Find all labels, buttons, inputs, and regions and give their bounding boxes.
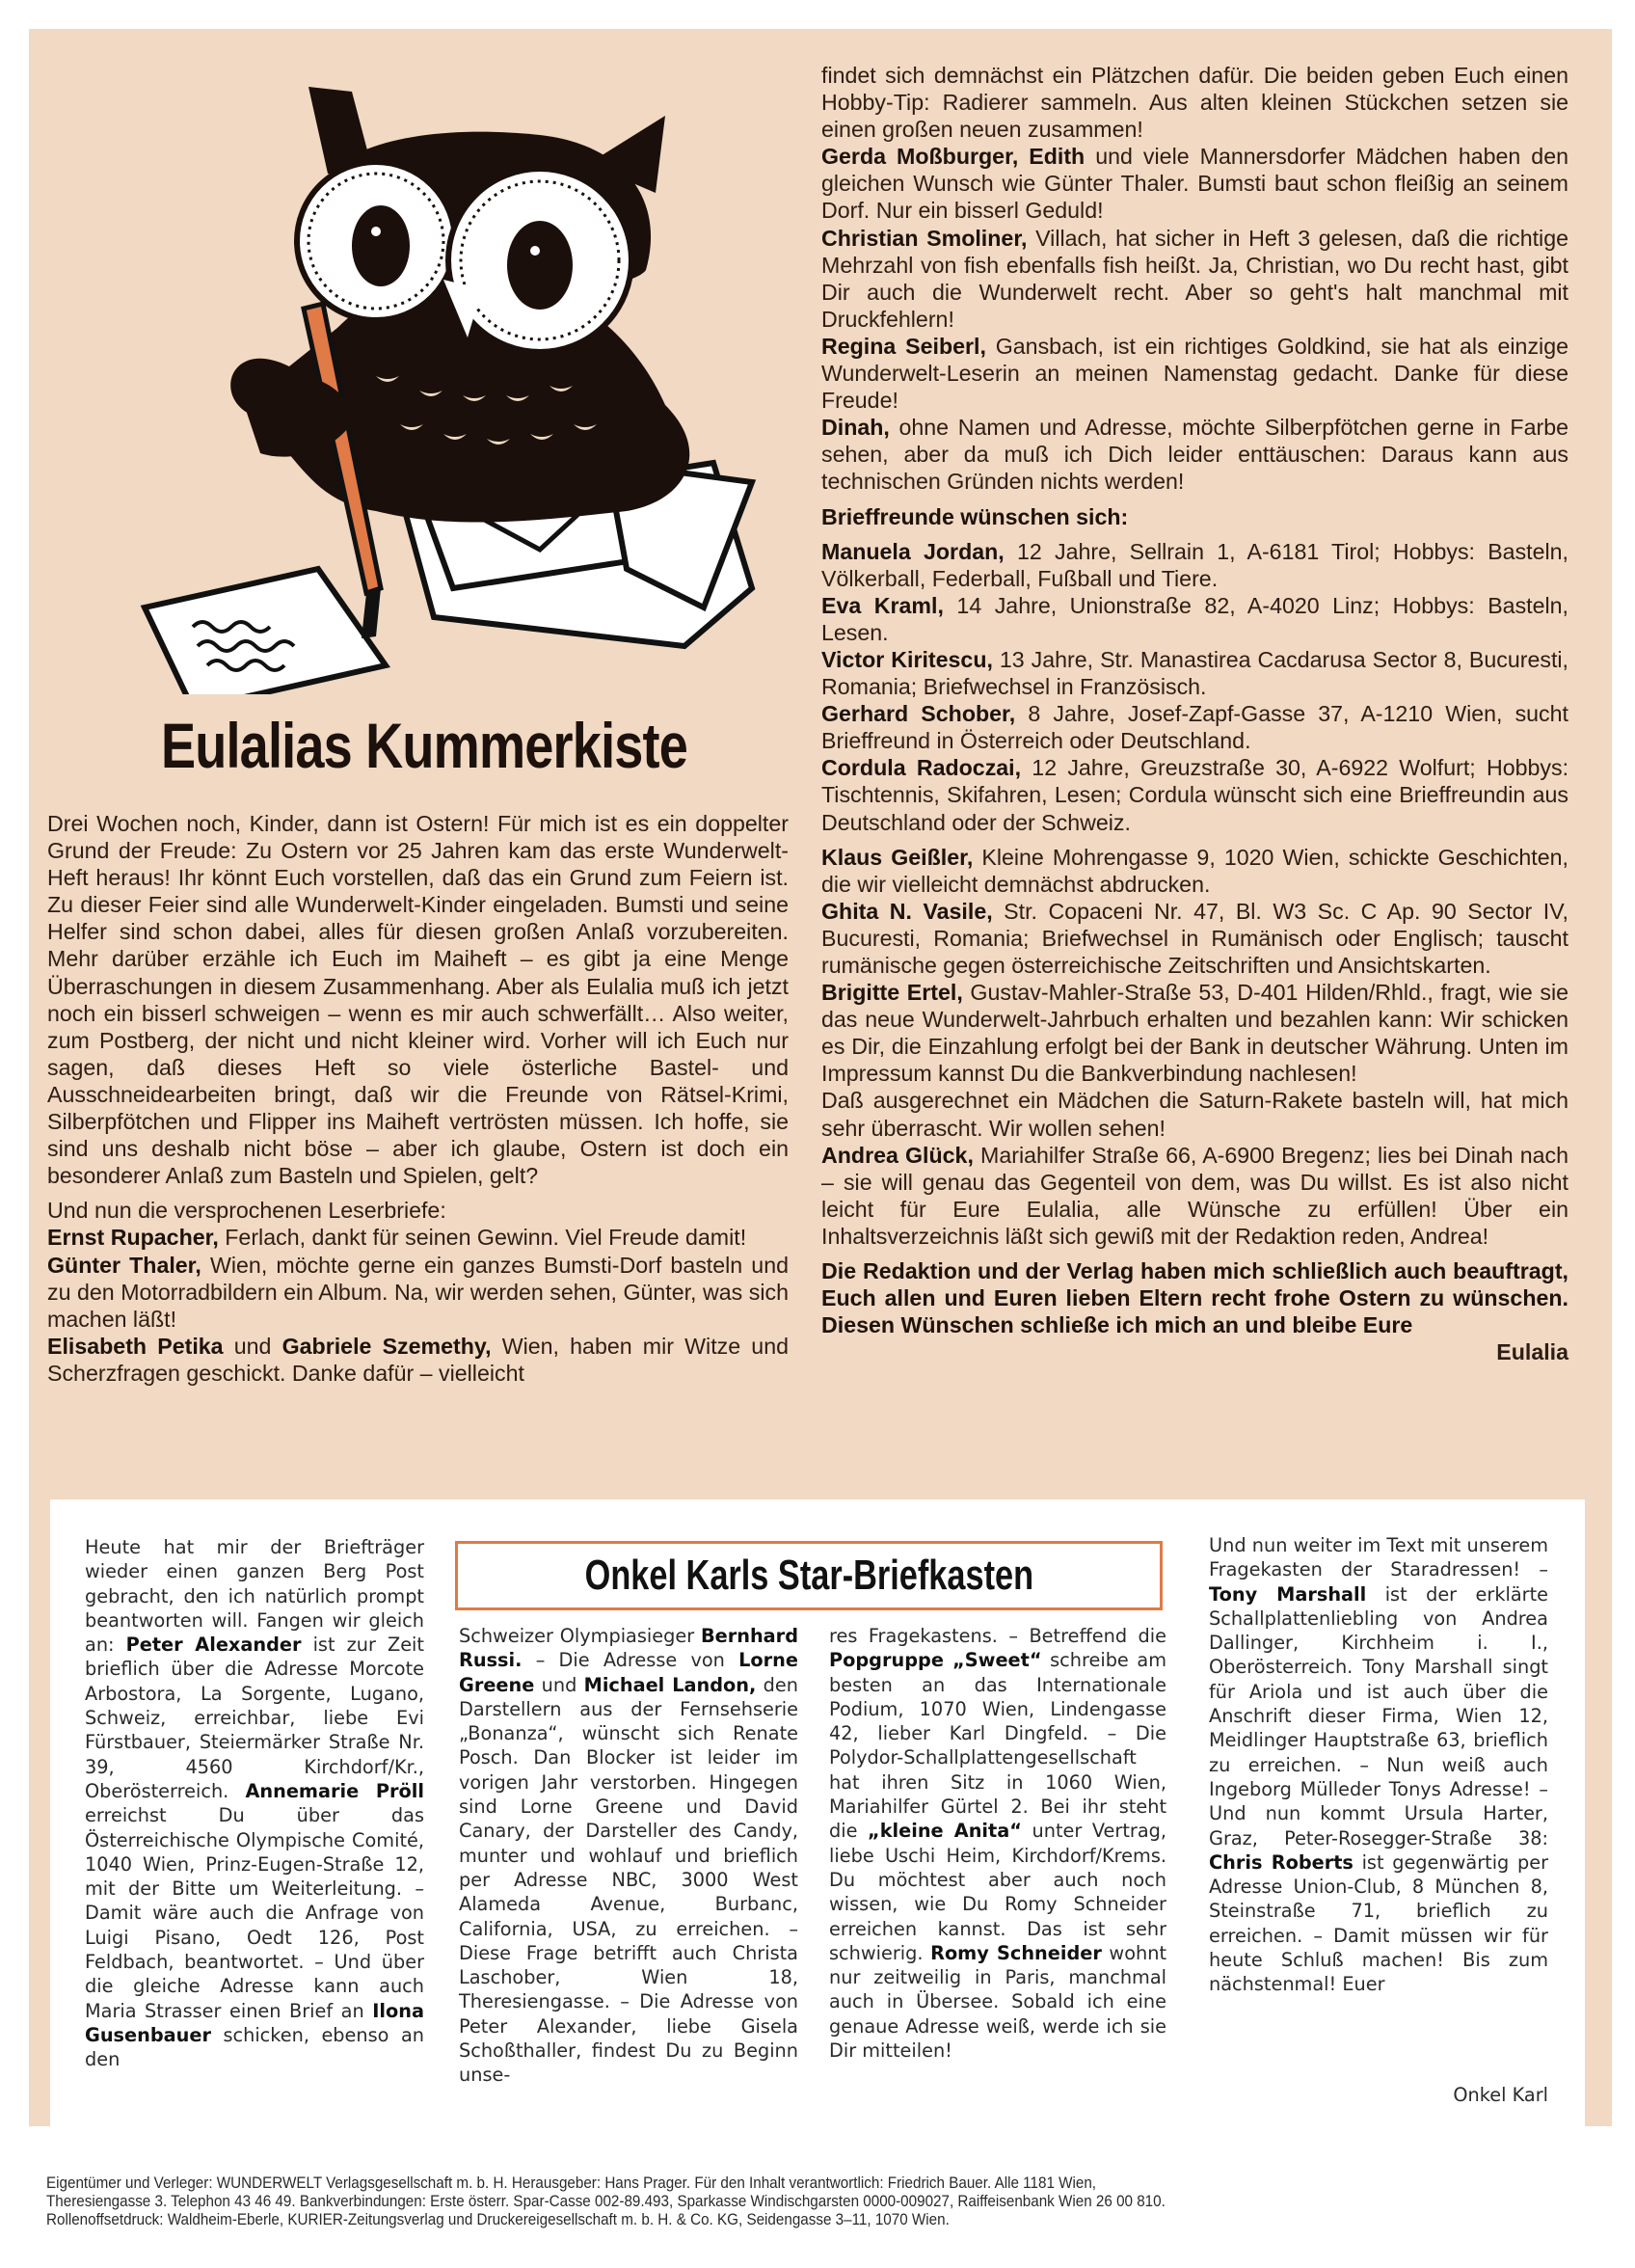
letter-entry <box>821 62 1568 143</box>
letter-entry <box>821 143 1568 224</box>
owl-illustration <box>87 48 762 694</box>
star-name: Ilona Gusenbauer <box>85 1999 424 2046</box>
star-name: Tony Marshall <box>1209 1582 1367 1606</box>
penpal-entry <box>821 646 1568 700</box>
letter-entry <box>47 1224 789 1251</box>
letter-entry <box>821 414 1568 495</box>
onkel-karl-signature: Onkel Karl <box>1453 2084 1548 2106</box>
penpal-name: Manuela Jordan, <box>821 538 1005 564</box>
penpal-text: 13 Jahre, Str. Manastirea Cacdarusa Sector 8, Bucuresti, Romania; Briefwechsel in Französisch. <box>821 646 1569 700</box>
eulalia-left-column <box>47 810 789 1387</box>
star-text: ist der erklärte Schallplattenliebling von Andrea Dallinger, Kirchheim i. I., Oberösterreich. Tony Marshall singt für Ariola und ist auch über die Anschrift dieser Firma, Wien 12, Meidlinger Hauptstraße 63, brieflich zu erreichen. – Nun weiß auch Ingeborg Mülleder Tonys Adresse! – Und nun kommt Ursula Harter, Graz, Peter-Rosegger-Straße 38: <box>1209 1582 1549 1850</box>
penpal-entry <box>821 1142 1568 1250</box>
star-text: erreichst Du über das Österreichische Olympische Comité, 1040 Wien, Prinz-Eugen-Straße 12, mit der Bitte um Weiterleitung. – Damit wäre auch die Anfrage von Luigi Pisano, Oedt 126, Post Feldbach, beantwortet. – Und über die gleiche Adresse kann auch Maria Strasser einen Brief an <box>85 1804 424 2022</box>
star-text: unter Vertrag, liebe Uschi Heim, Kirchdorf/Krems. Du möchtest aber auch noch wissen, wie Du Romy Schneider erreichen kannst. Das ist sehr schwierig. <box>829 1820 1167 1964</box>
paper-sheet-icon <box>145 569 386 694</box>
letter-text: Gansbach, ist ein richtiges Goldkind, sie hat als einzige Wunderwelt-Leserin an meinen Namenstag gedacht. Danke für diese Freude! <box>821 333 1568 414</box>
letter-entry <box>47 1333 789 1387</box>
letter-text: Wien, möchte gerne ein ganzes Bumsti-Dorf basteln und zu den Motorradbildern ein Album. Na, wir werden sehen, Günter, was sich machen läßt! <box>47 1252 789 1332</box>
penpal-name: Eva Kraml, <box>821 592 944 618</box>
star-column-1 <box>85 1535 424 2072</box>
star-text: den Darstellern aus der Fernsehserie „Bonanza“, wünscht sich Renate Posch. Dan Blocker ist leider im vorigen Jahr verstorben. Hingegen sind Lorne Greene und David Canary, der Darsteller des Candy, munter und wohlauf und brieflich per Adresse NBC, 3000 West Alameda Avenue, Burbanc, California, USA, zu erreichen. – Diese Frage betrifft auch Christa Laschober, Wien 18, Theresiengasse. – Die Adresse von Peter Alexander, liebe Gisela Schoßthaller, findest Du zu Beginn unse- <box>459 1673 798 2087</box>
penpal-entry <box>821 592 1568 646</box>
penpal-entry <box>821 979 1568 1087</box>
star-text: wohnt nur zeitweilig in Paris, manchmal auch in Übersee. Sobald ich eine genaue Adresse weiß, werde ich sie Dir mitteilen! <box>829 1941 1167 2063</box>
penpal-entry <box>821 1087 1568 1141</box>
letter-name: Regina Seiberl, <box>821 333 986 359</box>
letter-name: Ernst Rupacher, <box>47 1225 219 1251</box>
penpal-entry <box>821 754 1568 835</box>
star-name: „kleine Anita“ <box>868 1820 1022 1843</box>
star-briefkasten-title: Onkel Karls Star-Briefkasten <box>584 1552 1033 1599</box>
star-text: schreibe am besten an das Internationale Podium, 1070 Wien, Lindengasse 42, lieber Karl Dingfeld. – Die Polydor-Schallplattengesellschaft hat ihren Sitz in 1060 Wien, Mariahilfer Gürtel 2. Bei ihr steht die <box>829 1649 1166 1843</box>
star-text: und <box>534 1673 584 1696</box>
penpal-text: Gustav-Mahler-Straße 53, D-401 Hilden/Rhld., fragt, wie sie das neue Wunderwelt-Jahrbuch erhalten und bezahlen kann: Wir schicken es Dir, die Einzahlung erfolgt bei der Bank in deutscher Währung. Unten im Impressum kannst Du die Bankverbindung nachlesen! <box>821 980 1569 1087</box>
star-column-3 <box>829 1624 1166 2063</box>
star-title-frame <box>455 1541 1163 1610</box>
star-text: Heute hat mir der Briefträger wieder einen ganzen Berg Post gebracht, den ich natürlich prompt beantworten will. Fangen wir gleich an: <box>85 1536 424 1657</box>
letter-text: findet sich demnächst ein Plätzchen dafür. Die beiden geben Euch einen Hobby-Tip: Radierer sammeln. Aus alten kleinen Stückchen setzen sie einen großen neuen zusammen! <box>821 63 1568 143</box>
penpal-text: Str. Copaceni Nr. 47, Bl. W3 Sc. C Ap. 90 Sector IV, Bucuresti, Romania; Briefwechsel in Rumänisch oder Englisch; tauscht rumänische gegen österreichische Zeitschriften und Ansichtskarten. <box>821 898 1568 978</box>
eulalia-title: Eulalias Kummerkiste <box>160 710 688 781</box>
letter-text: ohne Namen und Adresse, möchte Silberpfötchen gerne in Farbe sehen, aber da muß ich Dich leider enttäuschen: Daraus kann aus technischen Gründen nichts werden! <box>821 415 1568 495</box>
closing-text: Die Redaktion und der Verlag haben mich schließlich auch beauftragt, Euch allen und Euren lieben Eltern recht frohe Ostern zu wünschen. Diesen Wünschen schließe ich mich an und bleibe Eure <box>821 1258 1568 1338</box>
penpal-name: Brigitte Ertel, <box>821 980 963 1006</box>
imprint-line: Eigentümer und Verleger: WUNDERWELT Verlagsgesellschaft m. b. H. Herausgeber: Hans Prager. Für den Inhalt verantwortlich: Friedrich Bauer. Alle 1181 Wien, <box>46 2174 1097 2192</box>
letter-entry <box>821 333 1568 414</box>
star-name: Popgruppe „Sweet“ <box>829 1649 1042 1672</box>
star-name: Michael Landon, <box>583 1673 757 1696</box>
star-text: ist zur Zeit brieflich über die Adresse Morcote Arbostora, La Sorgente, Lugano, Schweiz, erreichbar, liebe Evi Fürstbauer, Steiermärker Straße Nr. 39, 4560 Kirchdorf/Kr., Oberösterreich. <box>85 1634 424 1802</box>
closing-paragraph <box>821 1257 1568 1338</box>
letter-text: Ferlach, dankt für seinen Gewinn. Viel Freude damit! <box>218 1225 747 1251</box>
star-name: Bernhard Russi. <box>459 1625 798 1672</box>
penpal-text: 8 Jahre, Josef-Zapf-Gasse 37, A-1210 Wien, sucht Brieffreund in Österreich oder Deutschland. <box>821 701 1568 754</box>
eulalia-right-column <box>821 62 1568 1365</box>
penpal-name: Andrea Glück, <box>821 1142 974 1168</box>
penpal-name: Victor Kiritescu, <box>821 646 993 672</box>
star-text: Schweizer Olympiasieger <box>459 1625 701 1647</box>
star-name: Peter Alexander <box>125 1634 302 1657</box>
star-text: – Die Adresse von <box>522 1649 739 1672</box>
star-text: Und nun weiter im Text mit unserem Fragekasten der Staradressen! – <box>1209 1534 1548 1581</box>
letter-name: Christian Smoliner, <box>821 225 1028 251</box>
penpal-entry <box>821 700 1568 754</box>
letter-text: Wien, haben mir Witze und Scherzfragen geschickt. Danke dafür – vielleicht <box>47 1333 789 1386</box>
letter-name: Elisabeth Petika <box>47 1333 224 1359</box>
letter-name: Dinah, <box>821 415 890 441</box>
star-column-2 <box>459 1624 798 2088</box>
penpal-name: Ghita N. Vasile, <box>821 898 993 924</box>
star-name: Chris Roberts <box>1209 1850 1354 1874</box>
imprint-line: Theresiengasse 3. Telephon 43 46 49. Bankverbindungen: Erste österr. Spar-Casse 002-89.493, Sparkasse Windischgarsten 0000-009027, Raiffeisenbank Wien 26 00 810. <box>46 2193 1166 2210</box>
star-column-4 <box>1209 1533 1548 1997</box>
penpal-text: Kleine Mohrengasse 9, 1020 Wien, schickte Geschichten, die wir vielleicht demnächst abdrucken. <box>821 844 1568 897</box>
star-text: ist gegenwärtig per Adresse Union-Club, 8 München 8, Steinstraße 71, brieflich zu erreichen. – Damit müssen wir für heute Schluß machen! Bis zum nächstenmal! Euer <box>1209 1850 1548 1996</box>
star-name: Romy Schneider <box>930 1941 1102 1964</box>
star-text: schicken, ebenso an den <box>85 2023 424 2071</box>
penpal-entry <box>821 538 1568 592</box>
penpal-name: Gerhard Schober, <box>821 701 1016 727</box>
penpals-heading <box>821 503 1568 530</box>
letter-text: Villach, hat sicher in Heft 3 gelesen, daß die richtige Mehrzahl von fish ebenfalls fish heißt. Ja, Christian, wo Du recht hast, gibt Dir auch die Wunderwelt recht. Aber so geht's halt manchmal mit Druckfehlern! <box>821 225 1568 332</box>
star-name: Lorne Greene <box>459 1649 798 1696</box>
penpal-name: Cordula Radoczai, <box>821 755 1022 781</box>
letter-text: und viele Mannersdorfer Mädchen haben den gleichen Wunsch wie Günter Thaler. Bumsti baut schon fleißig an seinem Dorf. Nur ein bisserl Geduld! <box>821 144 1568 224</box>
letter-text: und <box>223 1333 282 1359</box>
star-name: Annemarie Pröll <box>245 1779 424 1802</box>
letter-entry <box>47 1252 789 1333</box>
imprint <box>46 2174 1460 2229</box>
penpal-entry <box>821 844 1568 898</box>
penpal-text: Mariahilfer Straße 66, A-6900 Bregenz; lies bei Dinah nach – sie will genau das Gegenteil von dem, was Du willst. Es ist also nicht leicht für Eure Eulalia, alle Wünsche zu erfüllen! Über ein Inhaltsverzeichnis läßt sich gewiß mit der Redaktion reden, Andrea! <box>821 1142 1569 1249</box>
penpal-text: 12 Jahre, Greuzstraße 30, A-6922 Wolfurt; Hobbys: Tischtennis, Skifahren, Lesen; Cordula wünscht sich eine Brieffreundin aus Deutschland oder der Schweiz. <box>821 755 1569 835</box>
imprint-line: Rollenoffsetdruck: Waldheim-Eberle, KURIER-Zeitungsverlag und Druckereigesellschaft m. b. H. & Co. KG, Seidengasse 3–11, 1070 Wien. <box>46 2211 950 2228</box>
letter-name: Günter Thaler, <box>47 1252 201 1278</box>
letter-entry <box>821 225 1568 333</box>
eulalia-signature: Eulalia <box>1496 1339 1568 1365</box>
intro-paragraph: Drei Wochen noch, Kinder, dann ist Ostern! Für mich ist es ein doppelter Grund der Freude: Zu Ostern vor 25 Jahren kam das erste Wunderwelt-Heft heraus! Ihr könnt Euch vorstellen, daß das ein Grund zum Feiern ist. Zu dieser Feier sind alle Wunderwelt-Kinder eingeladen. Bumsti und seine Helfer sind schon dabei, alles für diesen großen Anlaß vorzubereiten. Mehr darüber erzähle ich Euch im Maiheft – es gibt ja eine Menge Überraschungen in diesem Zusammenhang. Aber als Eulalia muß ich jetzt noch ein bisserl schweigen – wenn es mir auch schwerfällt… Also weiter, zum Postberg, der nicht und nicht kleiner wird. Vorher will ich Euch nur sagen, daß dieses Heft so viele österliche Bastel- und Ausschneidearbeiten bringt, daß wir die Freunde von Rätsel-Krimi, Silberpfötchen und Flipper ins Maiheft vertrösten müssen. Ich hoffe, sie sind uns deshalb nicht böse – aber ich glaube, Ostern ist doch ein besonderer Anlaß zum Basteln und Spielen, gelt? <box>47 811 789 1189</box>
penpal-name: Klaus Geißler, <box>821 844 974 870</box>
penpal-text: Daß ausgerechnet ein Mädchen die Saturn-Rakete basteln will, hat mich sehr überrascht. Wir wollen sehen! <box>821 1088 1568 1141</box>
penpal-text: 14 Jahre, Unionstraße 82, A-4020 Linz; Hobbys: Basteln, Lesen. <box>821 592 1568 645</box>
penpals-heading-text: Brieffreunde wünschen sich: <box>821 503 1129 529</box>
penpal-text: 12 Jahre, Sellrain 1, A-6181 Tirol; Hobbys: Basteln, Völkerball, Federball, Fußball und Tiere. <box>821 538 1568 591</box>
star-text: res Fragekastens. – Betreffend die <box>829 1625 1166 1647</box>
letter-name: Gabriele Szemethy, <box>281 1333 492 1359</box>
owl-body-icon <box>230 87 689 523</box>
letter-name: Gerda Moßburger, Edith <box>821 144 1086 170</box>
letters-intro: Und nun die versprochenen Leserbriefe: <box>47 1198 446 1224</box>
penpal-entry <box>821 898 1568 979</box>
